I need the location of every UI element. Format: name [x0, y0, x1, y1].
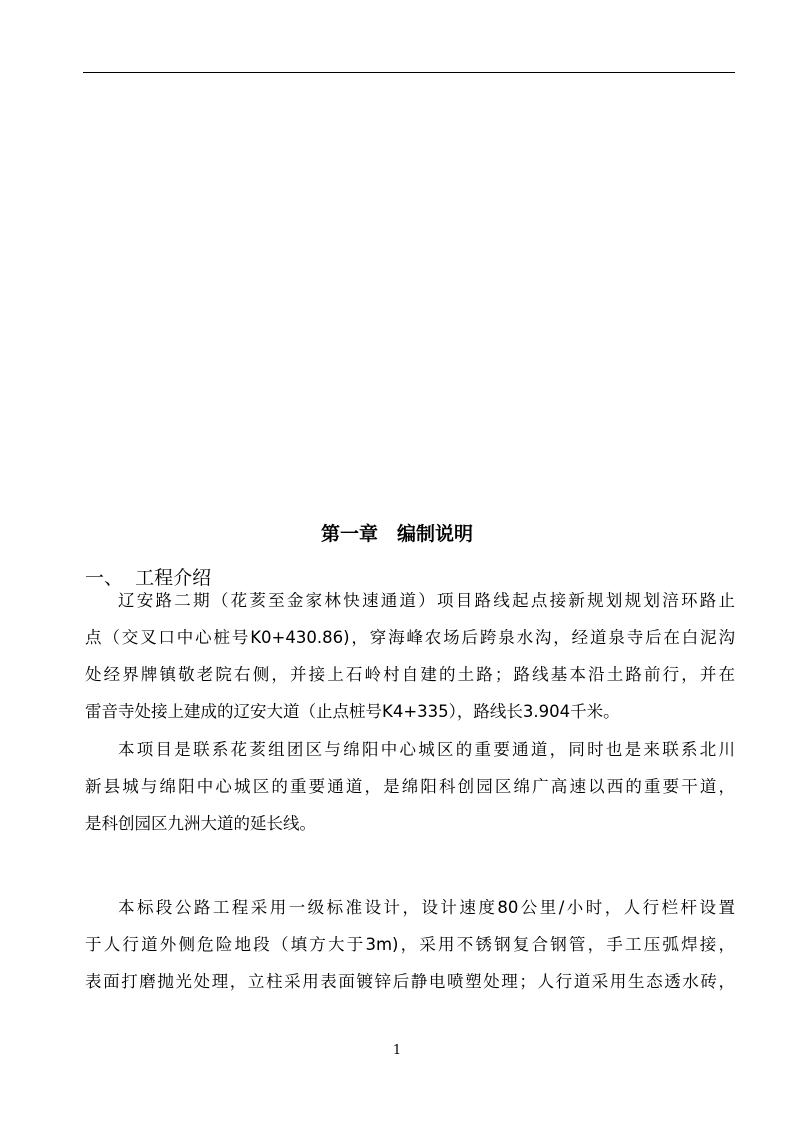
paragraph-line: 处经界牌镇敬老院右侧，并接上石岭村自建的土路；路线基本沿土路前行，并在 [85, 665, 735, 684]
page-number: 1 [392, 1043, 402, 1058]
paragraph-project-route [85, 582, 735, 730]
paragraph-design-standard [85, 889, 735, 1000]
paragraph-project-importance [85, 731, 735, 842]
section-heading: 一、 工程介绍 [85, 567, 212, 589]
paragraph-line: 是科创园区九洲大道的延长线。 [85, 814, 316, 833]
paragraph-line: 本标段公路工程采用一级标准设计，设计速度80公里/小时，人行栏杆设置 [118, 898, 735, 917]
header-rule [83, 72, 735, 73]
paragraph-line: 点（交叉口中心桩号K0+430.86)，穿海峰农场后跨泉水沟，经道泉寺后在白泥沟 [85, 628, 735, 647]
paragraph-line: 新县城与绵阳中心城区的重要通道，是绵阳科创园区绵广高速以西的重要干道， [85, 777, 735, 796]
paragraph-line: 于人行道外侧危险地段（填方大于3m)，采用不锈钢复合钢管，手工压弧焊接， [85, 935, 735, 954]
paragraph-line: 雷音寺处接上建成的辽安大道（止点桩号K4+335），路线长3.904千米。 [85, 702, 620, 721]
paragraph-line: 辽安路二期（花荄至金家林快速通道）项目路线起点接新规划规划涪环路止 [118, 591, 735, 610]
paragraph-line: 本项目是联系花荄组团区与绵阳中心城区的重要通道，同时也是来联系北川 [118, 740, 735, 759]
paragraph-line: 表面打磨抛光处理，立柱采用表面镀锌后静电喷塑处理；人行道采用生态透水砖， [85, 972, 735, 991]
chapter-title: 第一章 编制说明 [320, 523, 473, 545]
